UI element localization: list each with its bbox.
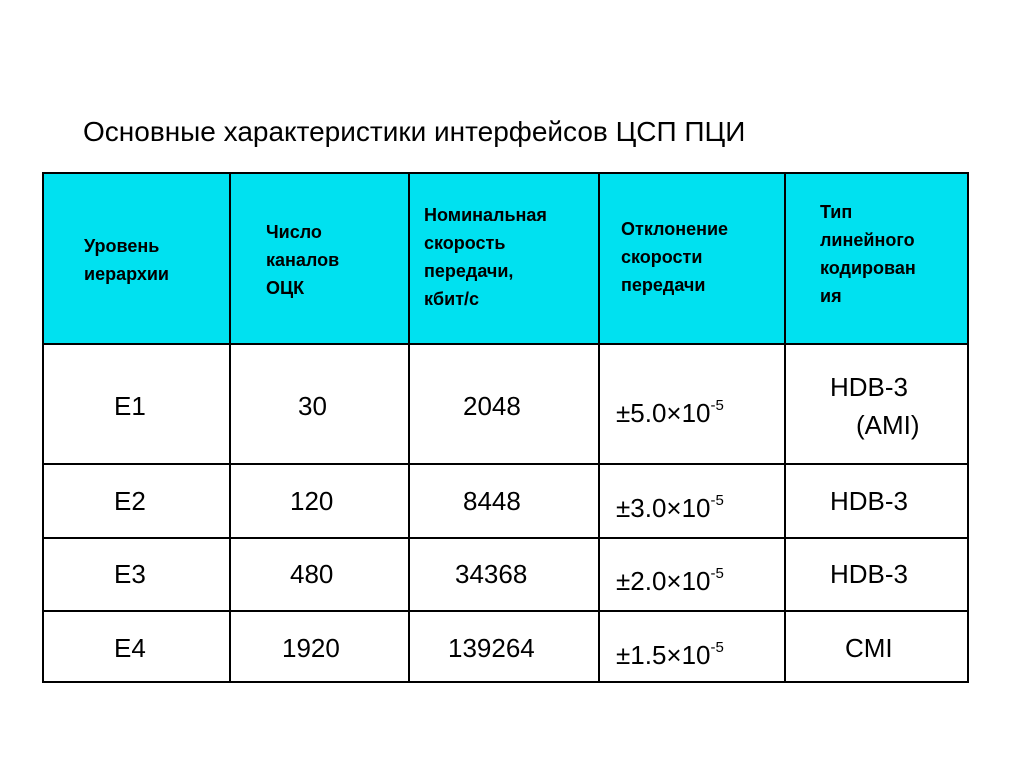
column-divider [408,174,410,681]
cell-coding: HDB-3 [830,486,909,516]
cell-level: Е2 [114,486,146,516]
cell-coding: HDB-3 [830,372,909,402]
column-divider [598,174,600,681]
cell-channels: 480 [290,559,334,589]
row-divider [44,537,967,539]
header-deviation: Отклонение скорости передачи [621,219,729,295]
row-divider [44,610,967,612]
deviation-exponent: -5 [710,492,724,509]
cell-channels: 120 [290,486,334,516]
page-title: Основные характеристики интерфейсов ЦСП ПЦИ [83,116,746,147]
column-divider [229,174,231,681]
cell-deviation [616,557,724,598]
cell-coding: CMI [845,633,893,663]
cell-deviation [616,631,724,672]
cell-rate: 139264 [448,633,535,663]
cell-deviation [616,484,724,525]
cell-channels: 30 [298,391,327,421]
row-divider [44,463,967,465]
cell-level: Е1 [114,391,146,421]
header-coding: Тип линейного кодирован ия [820,202,916,306]
characteristics-table [42,172,969,683]
deviation-value: ±1.5×10 [616,640,711,670]
cell-level: Е3 [114,559,146,589]
deviation-exponent: -5 [710,565,724,582]
column-divider [784,174,786,681]
cell-channels: 1920 [282,633,340,663]
header-channels: Число каналов ОЦК [266,222,340,298]
header-level: Уровень иерархии [84,236,169,284]
cell-rate: 8448 [463,486,521,516]
deviation-exponent: -5 [710,397,724,414]
cell-level: Е4 [114,633,146,663]
row-divider [44,343,967,345]
deviation-value: ±3.0×10 [616,493,711,523]
cell-coding: HDB-3 [830,559,909,589]
cell-rate: 34368 [455,559,528,589]
header-rate: Номинальная скорость передачи, кбит/с [424,205,547,309]
cell-rate: 2048 [463,391,521,421]
deviation-value: ±2.0×10 [616,566,711,596]
deviation-exponent: -5 [710,639,724,656]
deviation-value: ±5.0×10 [616,398,711,428]
cell-deviation [616,389,724,430]
cell-coding-alt: (AMI) [856,410,920,440]
